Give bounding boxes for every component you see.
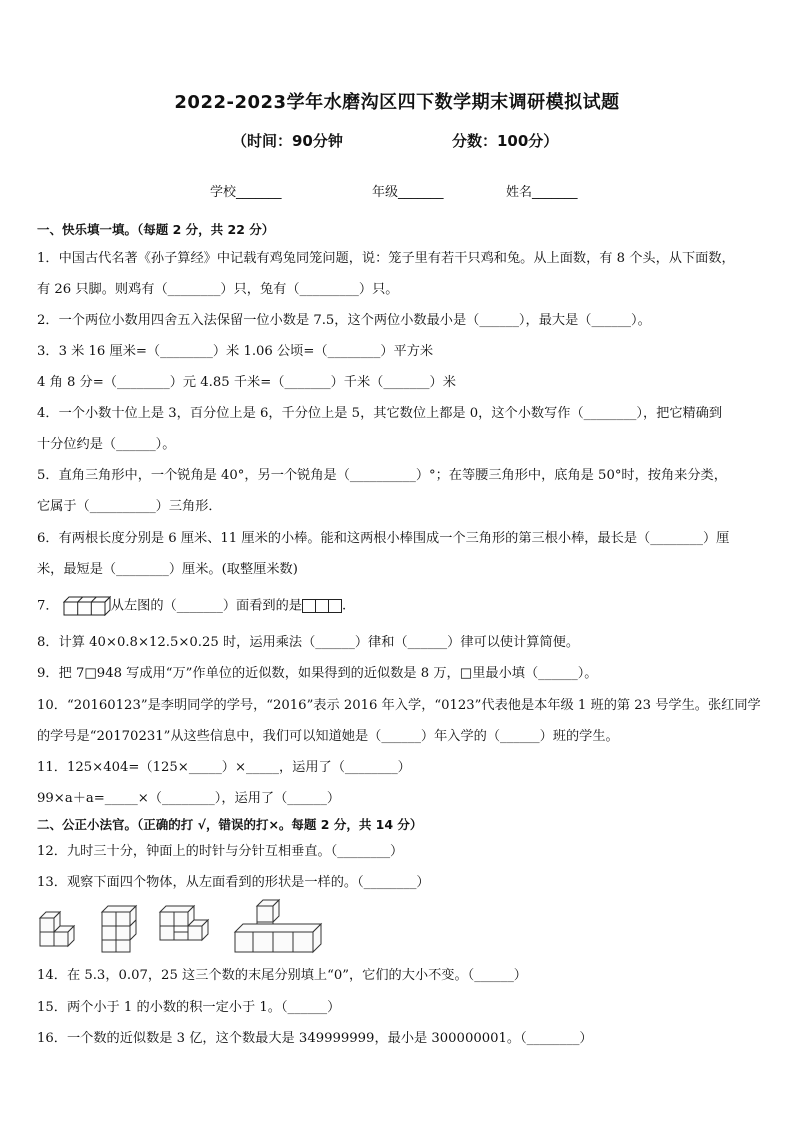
question-7-number: 7． (37, 598, 59, 614)
question-7-end: . (342, 598, 347, 614)
question-4-line-1: 4．一个小数十位上是 3，百分位上是 6，千分位上是 5，其它数位上都是 0，这个小数写作（________），把它精确到 (37, 406, 723, 421)
section-2-heading: 二、公正小法官。（正确的打 √，错误的打×。每题 2 分，共 14 分） (37, 817, 423, 832)
exam-time: （时间：90分钟 (232, 132, 343, 150)
question-16: 16．一个数的近似数是 3 亿，这个数最大是 349999999，最小是 300000001。（________） (37, 1031, 593, 1046)
box-shape-figure (63, 596, 111, 616)
question-12: 12．九时三十分，钟面上的时针与分针互相垂直。（________） (37, 844, 404, 859)
question-2: 2．一个两位小数用四舍五入法保留一位小数是 7.5，这个两位小数最小是（______），最大是（______）。 (37, 313, 651, 328)
question-5-line-2: 它属于（__________）三角形． (37, 499, 222, 514)
question-8: 8．计算 40×0.8×12.5×0.25 时，运用乘法（______）律和（______）律可以使计算简便。 (37, 635, 580, 650)
question-3-line-2: 4 角 8 分=（________）元 4.85 千米=（_______）千米（_______）米 (37, 375, 456, 390)
question-1-line-2: 有 26 只脚。则鸡有（________）只，兔有（_________）只。 (37, 282, 399, 297)
question-11-line-2: 99×a＋a=_____×（________），运用了（______） (37, 791, 341, 806)
exam-score: 分数：100分） (452, 132, 559, 150)
solid-4 (235, 900, 321, 952)
question-10-line-2: 的学号是“20170231”从这些信息中，我们可以知道她是（______）年入学的（______）班的学生。 (37, 729, 619, 744)
solid-2 (102, 906, 136, 952)
school-field[interactable]: 学校_______ (210, 185, 282, 200)
name-field[interactable]: 姓名_______ (506, 185, 578, 200)
question-6-line-2: 米，最短是（________）厘米。(取整厘米数) (37, 562, 298, 577)
question-9: 9．把 7□948 写成用“万”作单位的近似数，如果得到的近似数是 8 万，□里最小填（______）。 (37, 666, 598, 681)
question-13: 13．观察下面四个物体，从左面看到的形状是一样的。（________） (37, 875, 430, 890)
question-7-text: 从左图的（_______）面看到的是 (110, 598, 302, 614)
question-4-line-2: 十分位约是（______）。 (37, 437, 176, 452)
section-1-heading: 一、快乐填一填。（每题 2 分，共 22 分） (37, 222, 275, 237)
three-squares-figure (302, 598, 342, 614)
question-6-line-1: 6．有两根长度分别是 6 厘米、11 厘米的小棒。能和这两根小棒围成一个三角形的第三根小棒，最长是（________）厘 (37, 531, 730, 546)
four-solids-figure (37, 898, 327, 956)
question-3-line-1: 3．3 米 16 厘米=（________）米 1.06 公顷=（________）平方米 (37, 344, 434, 359)
question-15: 15．两个小于 1 的小数的积一定小于 1。（______） (37, 1000, 341, 1015)
question-10-line-1: 10．“20160123”是李明同学的学号，“2016”表示 2016 年入学，“0123”代表他是本年级 1 班的第 23 号学生。张红同学 (37, 698, 761, 713)
grade-field[interactable]: 年级_______ (372, 185, 444, 200)
question-7 (37, 596, 346, 616)
question-14: 14．在 5.3，0.07，25 这三个数的末尾分别填上“0”，它们的大小不变。（______） (37, 968, 527, 983)
question-1-line-1: 1．中国古代名著《孙子算经》中记载有鸡兔同笼问题，说：笼子里有若干只鸡和兔。从上面数，有 8 个头，从下面数， (37, 251, 735, 266)
solid-1 (40, 912, 74, 946)
question-11-line-1: 11．125×404=（125×_____）×_____，运用了（________） (37, 760, 411, 775)
question-5-line-1: 5．直角三角形中，一个锐角是 40°，另一个锐角是（__________）°；在等腰三角形中，底角是 50°时，按角来分类， (37, 468, 727, 483)
solid-3 (160, 906, 208, 940)
page-title: 2022-2023学年水磨沟区四下数学期末调研模拟试题 (174, 92, 620, 113)
